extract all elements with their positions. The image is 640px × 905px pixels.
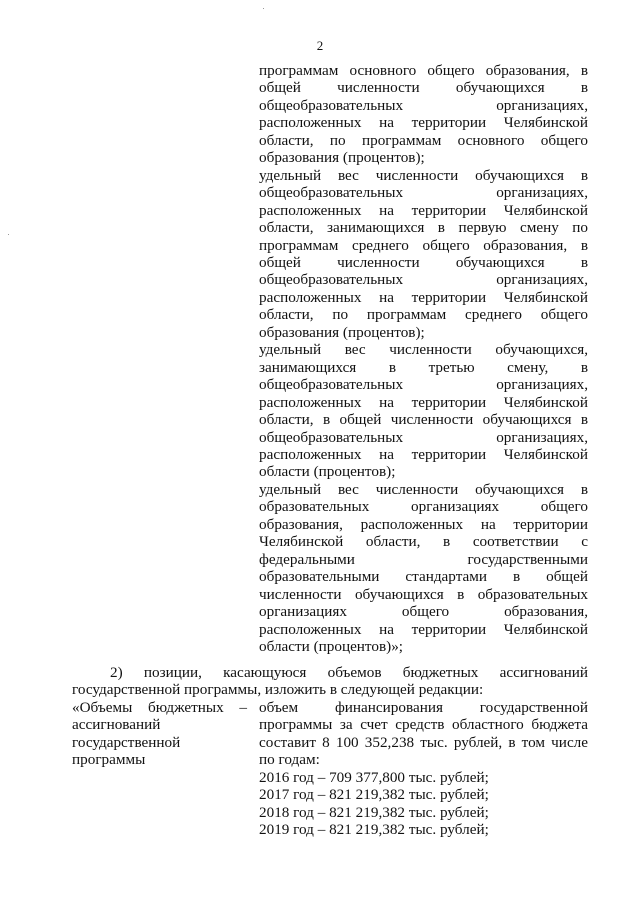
criteria-line: области, в общей численности обучающихся в: [259, 411, 588, 429]
criteria-line: численности обучающихся в образовательных: [259, 585, 588, 603]
criteria-line: общей численности обучающихся в: [259, 79, 588, 97]
budget-label-line: ассигнований: [72, 716, 161, 734]
criteria-line: расположенных на территории Челябинской: [259, 445, 588, 463]
criteria-line: общеобразовательных организациях,: [259, 428, 588, 446]
criteria-line: расположенных на территории Челябинской: [259, 393, 588, 411]
criteria-line: области, по программам среднего общего: [259, 306, 588, 324]
scan-speck: [8, 234, 9, 235]
criteria-line: общеобразовательных организациях,: [259, 376, 588, 394]
budget-text-line: программы за счет средств областного бюджета: [259, 716, 588, 734]
budget-label-line: государственной: [72, 733, 181, 751]
criteria-line: удельный вес численности обучающихся,: [259, 341, 588, 359]
criteria-line: образования (процентов);: [259, 323, 425, 341]
criteria-line: федеральными государственными: [259, 550, 588, 568]
criteria-line: программам среднего общего образования, в: [259, 236, 588, 254]
criteria-column: [259, 62, 588, 655]
criteria-line: области (процентов);: [259, 463, 396, 481]
criteria-line: расположенных на территории Челябинской: [259, 114, 588, 132]
criteria-line: области, занимающихся в первую смену по: [259, 219, 588, 237]
paragraph-2-line: 2) позиции, касающуюся объемов бюджетных ассигнований: [110, 664, 588, 681]
criteria-line: общеобразовательных организациях,: [259, 271, 588, 289]
criteria-line: расположенных на территории Челябинской: [259, 620, 588, 638]
criteria-line: расположенных на территории Челябинской: [259, 201, 588, 219]
page-number: 2: [316, 38, 324, 53]
criteria-line: организациях общего образования,: [259, 603, 588, 621]
criteria-line: образовательными стандартами в общей: [259, 568, 588, 586]
criteria-line: расположенных на территории Челябинской: [259, 288, 588, 306]
criteria-line: занимающихся в третью смену, в: [259, 358, 588, 376]
budget-label-line: «Объемы бюджетных –: [72, 699, 247, 716]
budget-text: [259, 699, 588, 839]
paragraph-2: [72, 664, 588, 699]
budget-year-line: 2016 год – 709 377,800 тыс. рублей;: [259, 768, 489, 786]
criteria-line: образования, расположенных на территории: [259, 515, 588, 533]
criteria-line: удельный вес численности обучающихся в: [259, 166, 588, 184]
criteria-line: общеобразовательных организациях,: [259, 96, 588, 114]
budget-label: [72, 699, 247, 769]
paragraph-2-line: государственной программы, изложить в следующей редакции:: [72, 681, 484, 699]
criteria-line: общеобразовательных организациях,: [259, 184, 588, 202]
criteria-line: области, по программам основного общего: [259, 131, 588, 149]
budget-year-line: 2017 год – 821 219,382 тыс. рублей;: [259, 786, 489, 804]
budget-text-line: объем финансирования государственной: [259, 699, 588, 716]
criteria-line: образования (процентов);: [259, 149, 425, 167]
criteria-line: удельный вес численности обучающихся в: [259, 480, 588, 498]
budget-year-line: 2019 год – 821 219,382 тыс. рублей;: [259, 821, 489, 839]
scan-speck: [263, 8, 264, 9]
budget-text-line: составит 8 100 352,238 тыс. рублей, в том числе: [259, 733, 588, 751]
criteria-line: программам основного общего образования, в: [259, 62, 588, 79]
criteria-line: образовательных организациях общего: [259, 498, 588, 516]
criteria-line: общей численности обучающихся в: [259, 253, 588, 271]
criteria-line: области (процентов)»;: [259, 637, 404, 655]
budget-text-line: по годам:: [259, 751, 320, 769]
budget-year-line: 2018 год – 821 219,382 тыс. рублей;: [259, 803, 489, 821]
criteria-line: Челябинской области, в соответствии с: [259, 533, 588, 551]
budget-label-line: программы: [72, 751, 146, 769]
